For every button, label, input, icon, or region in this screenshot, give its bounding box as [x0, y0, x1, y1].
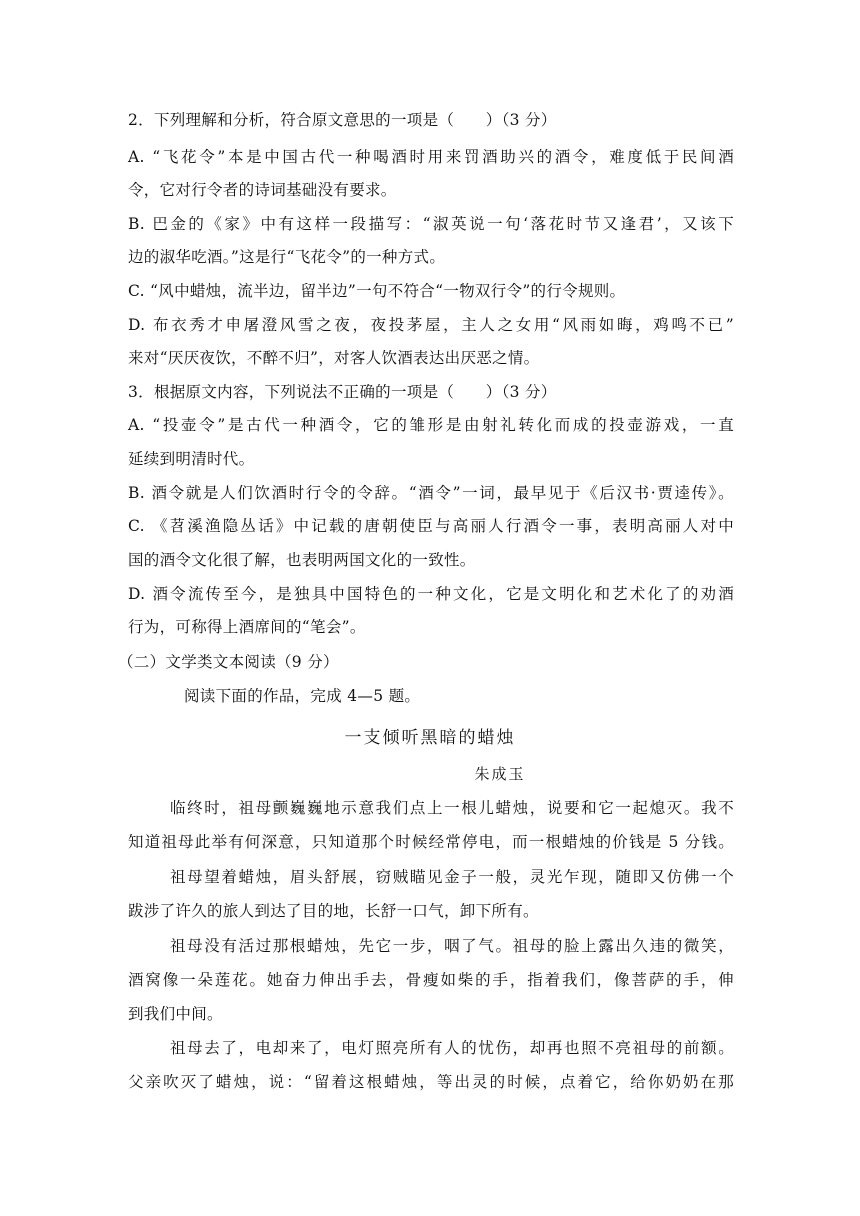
article-paragraph-1: 临终时，祖母颤巍巍地示意我们点上一根儿蜡烛，说要和它一起熄灭。我不 [170, 799, 734, 817]
article-paragraph-4-cont: 父亲吹灭了蜡烛，说：“留着这根蜡烛，等出灵的时候，点着它，给你奶奶在那 [128, 1073, 734, 1091]
article-title: 一支倾听黑暗的蜡烛 [344, 728, 516, 748]
question-2-option-b: B. 巴金的《家》中有这样一段描写：“淑英说一句‘落花时节又逢君’，又该下 [128, 215, 734, 233]
question-2-option-d-cont: 来对“厌厌夜饮，不醉不归”，对客人饮酒表达出厌恶之情。 [128, 349, 540, 367]
section-heading: （二）文学类文本阅读（9 分） [118, 653, 339, 671]
article-paragraph-4: 祖母去了，电却来了，电灯照亮所有人的忧伤，却再也照不亮祖母的前额。 [170, 1039, 734, 1057]
article-paragraph-3-end: 到我们中间。 [128, 1005, 223, 1023]
question-2-option-b-cont: 边的淑华吃酒。”这是行“飞花令”的一种方式。 [128, 248, 446, 266]
article-paragraph-2: 祖母望着蜡烛，眉头舒展，窃贼瞄见金子一般，灵光乍现，随即又仿佛一个 [170, 868, 734, 886]
question-3-option-a-cont: 延续到明清时代。 [128, 450, 255, 468]
question-3-option-c-cont: 国的酒令文化很了解，也表明两国文化的一致性。 [128, 551, 476, 569]
question-2-option-c: C. “风中蜡烛，流半边，留半边”一句不符合“一物双行令”的行令规则。 [128, 282, 626, 300]
question-3-option-d: D. 酒令流传至今，是独具中国特色的一种文化，它是文明化和艺术化了的劝酒 [128, 585, 734, 603]
article-paragraph-3: 祖母没有活过那根蜡烛，先它一步，咽了气。祖母的脸上露出久违的微笑， [170, 937, 734, 955]
question-3-option-d-cont: 行为，可称得上酒席间的“笔会”。 [128, 618, 366, 636]
question-3-stem: 3．根据原文内容，下列说法不正确的一项是（ ）（3 分） [128, 383, 557, 401]
question-3-option-c: C. 《苕溪渔隐丛话》中记载的唐朝使臣与高丽人行酒令一事，表明高丽人对中 [128, 517, 734, 535]
question-3-option-a: A. “投壶令”是古代一种酒令，它的雏形是由射礼转化而成的投壶游戏，一直 [128, 416, 734, 434]
article-paragraph-3-cont: 酒窝像一朵莲花。她奋力伸出手去，骨瘦如柴的手，指着我们，像菩萨的手，伸 [128, 971, 734, 989]
question-2-stem: 2．下列理解和分析，符合原文意思的一项是（ ）（3 分） [128, 111, 557, 129]
question-2-option-a-cont: 令，它对行令者的诗词基础没有要求。 [128, 181, 397, 199]
article-paragraph-2-cont: 跋涉了许久的旅人到达了目的地，长舒一口气，卸下所有。 [128, 902, 539, 920]
section-instruction: 阅读下面的作品，完成 4—5 题。 [184, 687, 421, 705]
question-2-option-d: D. 布衣秀才申屠澄风雪之夜，夜投茅屋，主人之女用“风雨如晦，鸡鸣不已” [128, 316, 734, 334]
article-paragraph-1-cont: 知道祖母此举有何深意，只知道那个时候经常停电，而一根蜡烛的价钱是 5 分钱。 [128, 833, 734, 851]
question-2-option-a: A. “飞花令”本是中国古代一种喝酒时用来罚酒助兴的酒令，难度低于民间酒 [128, 148, 734, 166]
question-3-option-b: B. 酒令就是人们饮酒时行令的令辞。“酒令”一词，最早见于《后汉书·贾逵传》。 [128, 484, 734, 502]
article-author: 朱成玉 [474, 765, 526, 783]
